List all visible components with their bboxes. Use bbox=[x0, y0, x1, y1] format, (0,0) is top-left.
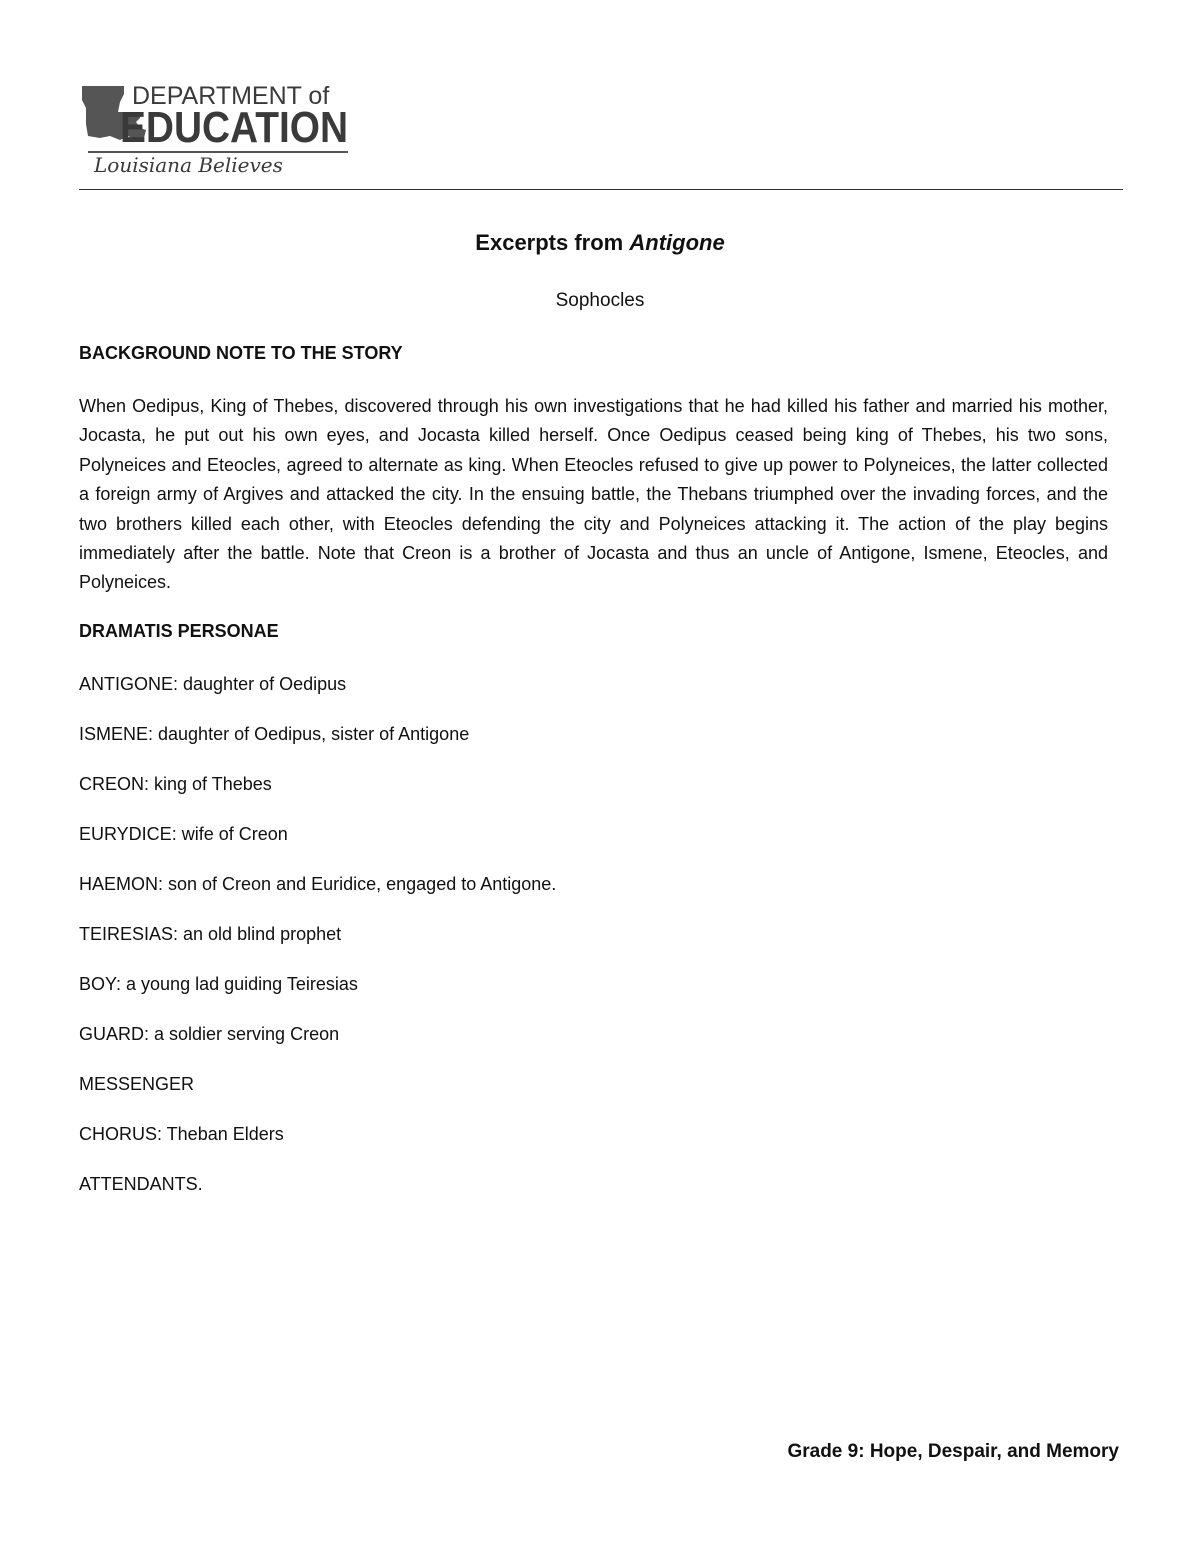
persona-teiresias: TEIRESIAS: an old blind prophet bbox=[79, 924, 342, 944]
header-divider bbox=[79, 189, 1123, 190]
title-prefix: Excerpts from bbox=[475, 230, 624, 255]
persona-ismene: ISMENE: daughter of Oedipus, sister of Antigone bbox=[79, 724, 470, 744]
footer-grade-unit: Grade 9: Hope, Despair, and Memory bbox=[787, 1441, 1119, 1462]
persona-guard: GUARD: a soldier serving Creon bbox=[79, 1024, 340, 1044]
department-of-education-logo bbox=[80, 80, 352, 180]
title-work: Antigone bbox=[629, 230, 725, 255]
persona-chorus: CHORUS: Theban Elders bbox=[79, 1124, 284, 1144]
author: Sophocles bbox=[555, 290, 645, 311]
logo-line2: EDUCATION bbox=[120, 103, 348, 152]
document-title bbox=[0, 230, 1200, 256]
personae-list bbox=[79, 672, 1079, 1222]
persona-messenger: MESSENGER bbox=[79, 1074, 195, 1094]
persona-boy: BOY: a young lad guiding Teiresias bbox=[79, 974, 358, 994]
background-paragraph: When Oedipus, King of Thebes, discovered through his own investigations that he had killed his father and married his mother, Jocasta, he put out his own eyes, and Jocasta killed herself. Once Oedipus ceased being king of Thebes, his two sons, Polyneices and Eteocles, agreed to alternate as king. When Eteocles refused to give up power to Polyneices, the latter collected a foreign army of Argives and attacked the city. In the ensuing battle, the Thebans triumphed over the invading forces, and the two brothers killed each other, with Eteocles defending the city and Polyneices attacking it. The action of the play begins immediately after the battle. Note that Creon is a brother of Jocasta and thus an uncle of Antigone, Ismene, Eteocles, and Polyneices. bbox=[79, 396, 1108, 593]
logo-line1: DEPARTMENT of bbox=[132, 82, 330, 110]
persona-antigone: ANTIGONE: daughter of Oedipus bbox=[79, 674, 347, 694]
background-heading: BACKGROUND NOTE TO THE STORY bbox=[79, 343, 403, 363]
logo-tagline: Louisiana Believes bbox=[94, 153, 283, 177]
persona-attendants: ATTENDANTS. bbox=[79, 1174, 203, 1194]
personae-heading: DRAMATIS PERSONAE bbox=[79, 621, 279, 641]
persona-eurydice: EURYDICE: wife of Creon bbox=[79, 824, 288, 844]
persona-creon: CREON: king of Thebes bbox=[79, 774, 272, 794]
persona-haemon: HAEMON: son of Creon and Euridice, engaged to Antigone. bbox=[79, 874, 557, 894]
